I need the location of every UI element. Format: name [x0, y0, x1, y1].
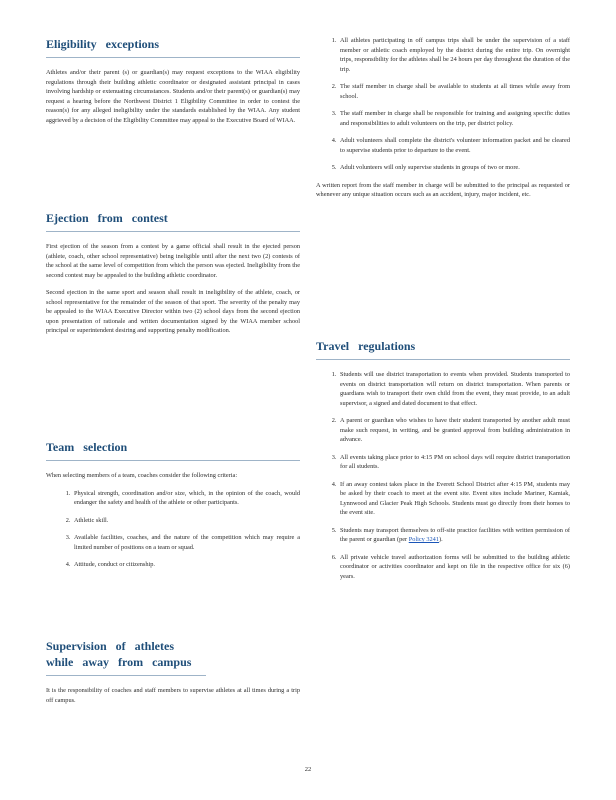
- supervision-heading: Supervision of athletes while away from campus: [46, 638, 206, 676]
- list-item: 4. If an away contest takes place in the Everett School District after 4:15 PM, students may be asked by their coach to meet at the event site. Event sites include Mariner, Kamiak, Lynnwood and Glacier Peak High Schools. Students must go directly from their homes to the event site.: [338, 480, 570, 518]
- team-selection-list: [46, 489, 300, 570]
- written-report-paragraph: A written report from the staff member in charge will be submitted to the principal as requested or whenever any unique situation occurs such as an accident, injury, major incident, etc.: [316, 181, 570, 198]
- list-item: 6. All private vehicle travel authorization forms will be submitted to the building athletic coordinator or activities coordinator and kept on file in the respective office for six (6) years.: [338, 553, 570, 582]
- travel-heading: Travel regulations: [316, 338, 570, 360]
- supervision-section: [46, 638, 300, 713]
- ejection-section: [46, 210, 300, 344]
- list-item: 4. Attitude, conduct or citizenship.: [72, 560, 300, 570]
- travel-list: [316, 370, 570, 581]
- list-item: 4. Adult volunteers shall complete the district's volunteer information packet and be cleared to supervise students prior to departure to the event.: [338, 136, 570, 155]
- policy-3241-link[interactable]: Policy 3241: [408, 536, 439, 543]
- list-item: 1. Students will use district transportation to events when provided. Students transported to events on district transportation will return on district transportation. When parents or guardians wish to transport their own child from the event, they must provide, to an adult supervisor, a signed and dated document to that effect.: [338, 370, 570, 408]
- supervision-list: [316, 36, 570, 173]
- travel-section: [316, 338, 570, 589]
- ejection-heading: Ejection from contest: [46, 210, 300, 232]
- team-selection-intro: When selecting members of a team, coaches consider the following criteria:: [46, 472, 238, 479]
- team-selection-section: [46, 439, 300, 578]
- team-selection-heading: Team selection: [46, 439, 300, 461]
- policy-text-before: Students may transport themselves to off-site practice facilities with written permission of the parent or guardian (per: [340, 526, 570, 543]
- list-item: 5. Adult volunteers will only supervise students in groups of two or more.: [338, 163, 570, 173]
- policy-text-after: ).: [438, 536, 443, 543]
- list-item: 2. A parent or guardian who wishes to have their student transported by another adult must make such request, in writing, and be granted approval from building administration in advance.: [338, 416, 570, 445]
- list-item: 2. Athletic skill.: [72, 516, 300, 526]
- list-item: [338, 526, 570, 545]
- page-number: 22: [304, 766, 312, 773]
- ejection-paragraph-2: Second ejection in the same sport and season shall result in ineligibility of the athlete, coach, or school representative for the remainder of the season of that sport. The severity of the penalty may be appealed to the WIAA Executive Director within two (2) school days from the second ejection upon presentation of rationale and written documentation signed by the WIAA member school principal or superintendent desiring and supporting penalty modification.: [46, 289, 300, 334]
- list-item: 2. The staff member in charge shall be available to students at all times while away from school.: [338, 82, 570, 101]
- list-item: 1. All athletes participating in off campus trips shall be under the supervision of a staff member or athletic coach employed by the district during the entire trip. On overnight trips, responsibility for the athletes shall be 24 hours per day throughout the duration of the trip.: [338, 36, 570, 74]
- list-item: 3. The staff member in charge shall be responsible for training and assigning specific duties and responsibilities to adult volunteers on the trip, per district policy.: [338, 109, 570, 128]
- list-item: 1. Physical strength, coordination and/or size, which, in the opinion of the coach, would endanger the safety and health of the athlete or other participants.: [72, 489, 300, 508]
- supervision-paragraph: It is the responsibility of coaches and staff members to supervise athletes at all times during a trip off campus.: [46, 687, 300, 704]
- supervision-continued: [316, 36, 570, 208]
- ejection-paragraph-1: First ejection of the season from a contest by a game official shall result in the ejected person (athlete, coach, other school representative) being ineligible until after the next two (2) contests of the school at the same level of competition from which the person was ejected. Ineligibility from the second contest may be appealed to the building athletic coordinator.: [46, 243, 300, 279]
- list-item: 3. All events taking place prior to 4:15 PM on school days will require district transportation for all students.: [338, 453, 570, 472]
- eligibility-paragraph: Athletes and/or their parent (s) or guardian(s) may request exceptions to the WIAA eligibility regulations through their building athletic coordinator or designated assistant principal in cases involving hardship or extenuating circumstances. Students and/or their parent(s) or guardian(s) may request a hearing before the Northwest District 1 Eligibility Committee in order to contest the reason(s) for any alleged ineligibility under the standards established by the WIAA. Any student aggrieved by a decision of the Eligibility Committee may appeal to the Executive Board of WIAA.: [46, 69, 300, 124]
- eligibility-section: [46, 36, 300, 133]
- eligibility-heading: Eligibility exceptions: [46, 36, 300, 58]
- list-item: 3. Available facilities, coaches, and the nature of the competition which may require a limited number of positions on a team or squad.: [72, 533, 300, 552]
